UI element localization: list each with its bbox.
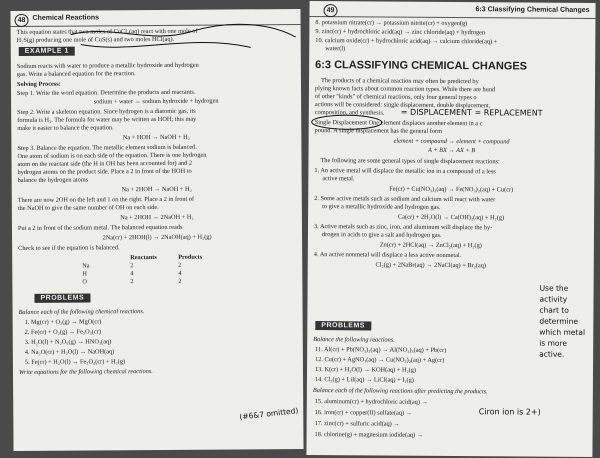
problems-intro: Balance the following reactions. — [313, 336, 395, 344]
top-item: water(l) — [325, 45, 346, 53]
table-cell: 2 — [130, 278, 134, 286]
footer-instruction: Write equations for the following chemical reactions. — [18, 368, 153, 376]
general-form: A + BX → AX + B — [427, 146, 476, 155]
example-text: Sodium reacts with water to produce a metallic hydroxide and hydrogen — [16, 61, 199, 70]
problem-item: 11. Al(cr) + Pb(NO₃)₂(aq) → Al(NO₃)₃(aq) + Pb(cr) — [315, 346, 447, 354]
predict-item: 16. iron(cr) + copper(II) sulfate(aq) → — [314, 409, 413, 417]
body-line: Single Displacement One element displaces another element in a c — [314, 119, 483, 128]
predict-item: 15. aluminum(cr) + hydrochloric acid(aq) → — [314, 398, 428, 406]
step-line: Step 2. Write a skeleton equation. Since hydrogen is a diatomic gas, its — [17, 107, 196, 116]
word-equation: sodium + water → sodium hydroxide + hydrogen — [93, 97, 219, 106]
equation-line: Fe(cr) + Cu(NO₃)₂(aq) → Fe(NO₃)₂(aq) + Cu(cr) — [389, 185, 514, 194]
body-line: pound. A single displacement has the general form — [314, 127, 443, 135]
problem-item: 14. Cl₂(g) + LiI(aq) → LiCl(aq) + I₂(g) — [314, 376, 414, 384]
problem-item: 1. Mg(cr) + O₂(g) → MgO(cr) — [24, 318, 102, 326]
equation-line: Na + 2HOH → NaOH + H₂ — [121, 185, 192, 194]
side-note-line: determine — [539, 316, 579, 326]
body-line: drogen in acids to give a salt and hydrogen gas. — [321, 231, 442, 239]
general-form: element + compound → element + compound — [393, 137, 510, 146]
step-line: One atom of sodium is on each side of the equation. There is one hydrogen — [17, 151, 207, 160]
body-line: active metal. — [322, 175, 355, 183]
step-line: balance the hydrogen atoms — [17, 176, 89, 184]
balance-table — [82, 254, 226, 287]
step-line: atom on the reactant side (the H in OH has been accounted for) and 2 — [17, 159, 193, 168]
table-cell: 4 — [130, 270, 134, 278]
side-note-line: which metal — [539, 327, 586, 337]
balanced-equation: 2Na(cr) + 2HOH(l) → 2NaOH(aq) + H₂(g) — [102, 233, 212, 242]
right-head-title: 6:3 Classifying Chemical Changes — [475, 6, 590, 14]
problem-item: 3. H₂O(l) + N₂O₅(g) → HNO₃(aq) — [24, 338, 112, 346]
body-line: 1. An active metal will displace the metallic ion in a compound of a less — [314, 167, 496, 176]
equation-line: Ca(cr) + 2H₂O(l) → Ca(OH)₂(aq) + H₂(g) — [398, 213, 505, 222]
body-line: 3. Active metals such as zinc, iron, and aluminum will displace the hy- — [313, 223, 493, 232]
top-item: 9. zinc(cr) + hydrochloric acid(aq) → zinc chloride(aq) + hydrogen — [315, 28, 486, 37]
problem-item: 4. Na₂O(cr) + H₂O(l) → NaOH(aq) — [24, 348, 115, 356]
step-line: Put a 2 in front of the sodium metal. The balanced equation reads — [17, 223, 183, 232]
step-line: There are now 2OH on the left and 1 on the right. Place a 2 in front of — [17, 195, 195, 204]
body-line: The products of a chemical reaction may often be predicted by — [321, 77, 479, 86]
intro-line: H₂S(g) producing one mole of CuS(s) and two moles HCl(aq). — [16, 35, 175, 44]
table-cell: 2 — [130, 262, 134, 270]
body-line: composition, and synthesis. — [314, 109, 385, 117]
top-item: 8. potassium nitrate(cr) → potassium nitrite(cr) + oxygen(g) — [315, 19, 468, 28]
step-line: the NaOH to give the same number of OH on each side. — [17, 203, 159, 212]
problem-item: 2. Fe(cr) + O₂(g) → Fe₂O₃(cr) — [24, 328, 101, 336]
solving-label: Solving Process: — [16, 80, 61, 88]
body-line: to give a metallic hydroxide and hydrogen gas. — [322, 203, 441, 211]
intro-line: This equation states that two moles of CuCl₂(aq) react with one mole of — [16, 27, 198, 36]
problem-item: 12. Cu(cr) + AgNO₃(aq) → Cu(NO₃)₂(aq) + Ag(cr) — [315, 356, 445, 364]
left-page — [10, 9, 303, 451]
problem-item: 5. Fe(cr) + H₂O(l) → Fe₃O₄(cr) + H₂(g) — [24, 358, 126, 366]
table-cell: Na — [82, 262, 90, 270]
equation-line: Na + 2HOH → 2NaOH + H₂ — [120, 213, 194, 222]
section-title: 6:3 CLASSIFYING CHEMICAL CHANGES — [315, 59, 528, 73]
body-line: plying known facts about common reaction types. While there are hund — [314, 85, 496, 94]
example-text: gas. Write a balanced equation for the reaction. — [16, 70, 136, 78]
handwritten-omitted-note: (#6&7 omitted) — [238, 405, 299, 422]
step-line: make it easier to balance the equation. — [17, 124, 114, 132]
example-label: EXAMPLE 1 — [19, 47, 75, 56]
problems-intro: Balance each of the following chemical reactions. — [18, 308, 145, 316]
equation-line: Zn(cr) + 2HCl(aq) → ZnCl₂(aq) + H₂(g) — [379, 241, 482, 250]
scribble-annotation — [71, 23, 301, 55]
body-line: 2. Some active metals such as sodium and calcium will react with water — [314, 195, 496, 204]
right-page — [306, 1, 595, 457]
right-running-head — [309, 4, 595, 19]
equation-line: Na + HOH → NaOH + H₂ — [122, 133, 190, 142]
table-cell: H — [82, 270, 87, 278]
side-note-line: is more — [539, 338, 568, 348]
problem-item: 13. K(cr) + H₂O(l) → KOH(aq) + H₂(g) — [314, 366, 417, 374]
table-row — [82, 278, 226, 287]
handwritten-displacement-note: = DISPLACEMENT = REPLACEMENT — [400, 107, 543, 118]
body-line: actions will be considered: single displacement, double displacement, — [314, 101, 491, 110]
table-cell: 2 — [178, 261, 182, 269]
table-cell: O — [82, 278, 87, 286]
side-note-line: chart to — [539, 305, 569, 315]
step-line: Step 3. Balance the equation. The metallic element sodium is balanced. — [17, 143, 197, 152]
handwritten-iron-note: Ciron ion is 2+) — [478, 407, 541, 417]
equation-line: Cl₂(g) + 2NaBr(aq) → 2NaCl(aq) + Br₂(aq) — [375, 261, 487, 270]
left-head-title: Chemical Reactions — [32, 14, 100, 22]
predict-intro: Balance each of the following reactions after predicting the products. — [312, 387, 488, 396]
predict-item: 18. chlorine(g) + magnesium iodide(aq) → — [314, 431, 424, 439]
step-line: Check to see if the equation is balanced. — [18, 244, 120, 252]
side-note-line: Use the — [539, 283, 569, 293]
body-line: The following are some general types of single displacement reactions: — [320, 157, 500, 166]
left-page-number: 48 — [14, 14, 28, 27]
table-header: Reactants — [130, 254, 157, 262]
side-note-line: active. — [539, 349, 565, 359]
handwritten-side-note — [539, 283, 585, 360]
problems-label: PROBLEMS — [315, 321, 371, 330]
table-cell: 4 — [178, 269, 182, 277]
right-page-number: 49 — [323, 4, 337, 17]
body-line: of other "kinds" of chemical reactions, only four general types o — [314, 93, 477, 102]
step-line: formula is H₂. The formula for water may be written as HOH; this may — [17, 115, 197, 124]
step-line: Step 1. Write the word equation. Determine the products and reactants. — [17, 88, 196, 97]
body-line: 4. An active nonmetal will displace a less active nonmetal. — [313, 251, 462, 260]
problems-label: PROBLEMS — [34, 293, 90, 302]
top-item: 10. calcium oxide(cr) + hydrochloric acid(aq) → calcium chloride(aq) + — [315, 37, 498, 46]
table-header: Products — [178, 253, 203, 261]
side-note-line: activity — [539, 294, 568, 304]
predict-item: 17. zinc(cr) + sulfuric acid(aq) → — [314, 420, 400, 428]
step-line: hydrogen atoms on the product side. Place a 2 in front of the HOH to — [17, 167, 192, 176]
table-cell: 2 — [178, 277, 182, 285]
